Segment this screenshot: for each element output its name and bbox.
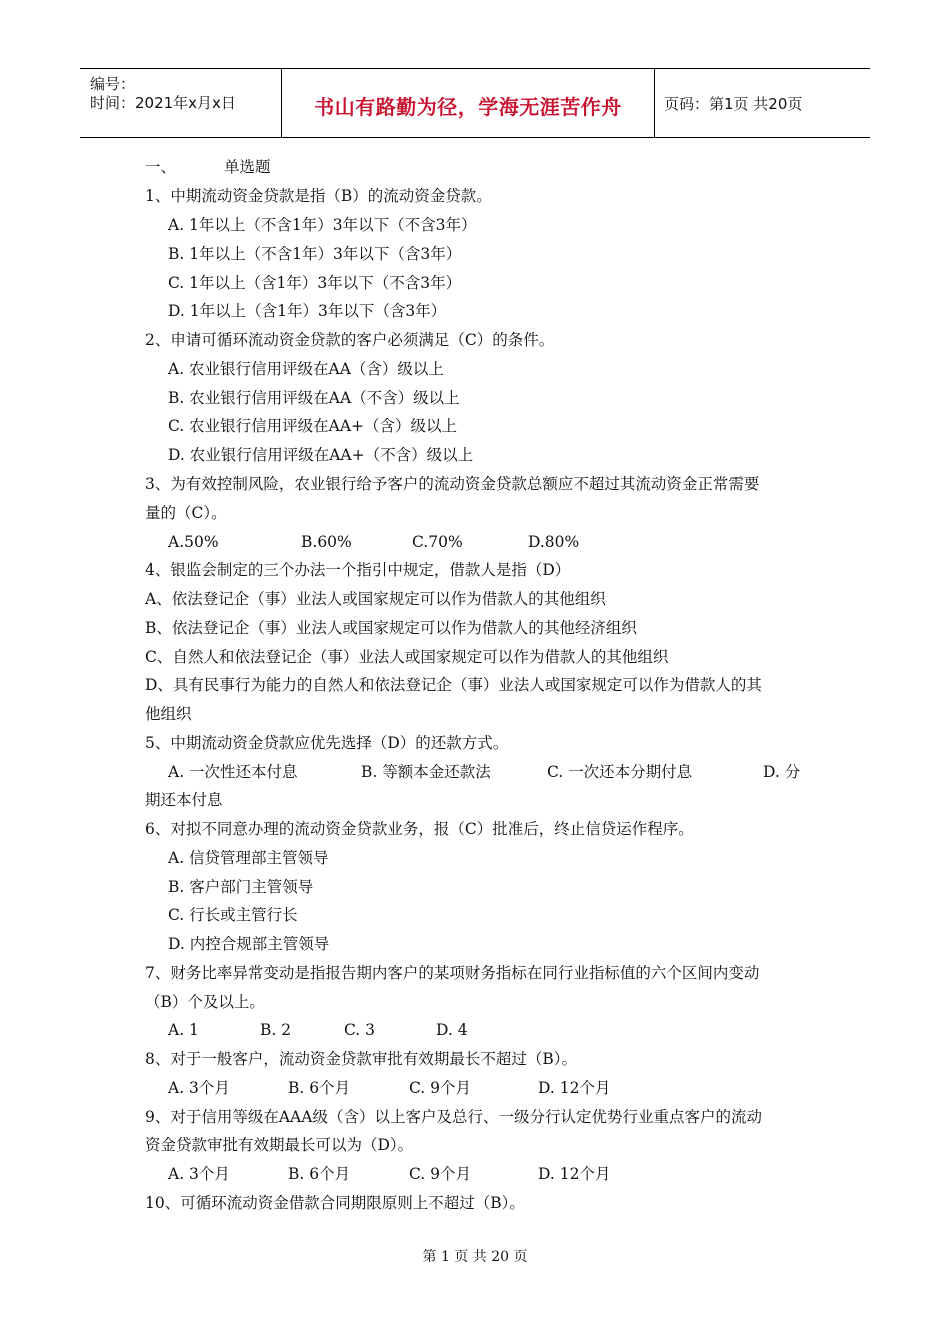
option-9c: C. 9个月	[409, 1165, 472, 1183]
question-2: 2、申请可循环流动资金贷款的客户必须满足（C）的条件。	[145, 331, 555, 349]
option-3d: D.80%	[528, 533, 580, 551]
header-page-cell	[656, 69, 870, 137]
code-label: 编号：	[90, 75, 136, 93]
header-meta-cell	[80, 69, 282, 137]
option-7a: A. 1	[168, 1021, 199, 1039]
option-6c: C. 行长或主管行长	[168, 906, 298, 924]
question-7-line2: （B）个及以上。	[145, 993, 265, 1011]
option-9d: D. 12个月	[538, 1165, 611, 1183]
time-label: 时间：2021年x月x日	[90, 94, 236, 112]
option-2c: C. 农业银行信用评级在AA+（含）级以上	[168, 417, 458, 435]
page-footer: 第 1 页 共 20 页	[422, 1249, 528, 1265]
option-7d: D. 4	[436, 1021, 468, 1039]
question-9-line1: 9、对于信用等级在AAA级（含）以上客户及总行、一级分行认定优势行业重点客户的流动	[145, 1108, 762, 1126]
option-1d: D. 1年以上（含1年）3年以下（含3年）	[168, 302, 447, 320]
section-number: 一、	[145, 158, 177, 176]
question-6: 6、对拟不同意办理的流动资金贷款业务，报（C）批准后，终止信贷运作程序。	[145, 820, 694, 838]
section-heading	[145, 157, 271, 177]
option-8b: B. 6个月	[288, 1079, 351, 1097]
option-4c: C、自然人和依法登记企（事）业法人或国家规定可以作为借款人的其他组织	[145, 648, 669, 666]
question-1: 1、中期流动资金贷款是指（B）的流动资金贷款。	[145, 187, 492, 205]
option-6b: B. 客户部门主管领导	[168, 878, 314, 896]
question-3-line2: 量的（C）。	[145, 504, 227, 522]
option-5b: B. 等额本金还款法	[361, 763, 491, 781]
question-8: 8、对于一般客户，流动资金贷款审批有效期最长不超过（B）。	[145, 1050, 578, 1068]
option-4d-line2: 他组织	[145, 705, 192, 723]
option-1a: A. 1年以上（不含1年）3年以下（不含3年）	[168, 216, 477, 234]
option-8a: A. 3个月	[168, 1079, 230, 1097]
option-1b: B. 1年以上（不含1年）3年以下（含3年）	[168, 245, 462, 263]
option-4d-line1: D、具有民事行为能力的自然人和依法登记企（事）业法人或国家规定可以作为借款人的其	[145, 676, 762, 694]
option-3a: A.50%	[168, 533, 219, 551]
page-header	[80, 68, 870, 138]
option-7c: C. 3	[344, 1021, 376, 1039]
page-info: 页码：第1页 共20页	[664, 95, 803, 113]
motto: 书山有路勤为径，学海无涯苦作舟	[314, 95, 622, 119]
question-7-line1: 7、财务比率异常变动是指报告期内客户的某项财务指标在同行业指标值的六个区间内变动	[145, 964, 760, 982]
option-5d-line2: 期还本付息	[145, 791, 223, 809]
question-10: 10、可循环流动资金借款合同期限原则上不超过（B）。	[145, 1194, 525, 1212]
option-5c: C. 一次还本分期付息	[547, 763, 693, 781]
question-4: 4、银监会制定的三个办法一个指引中规定，借款人是指（D）	[145, 561, 571, 579]
option-2b: B. 农业银行信用评级在AA（不含）级以上	[168, 389, 460, 407]
option-8c: C. 9个月	[409, 1079, 472, 1097]
question-9-line2: 资金贷款审批有效期最长可以为（D）。	[145, 1136, 414, 1154]
option-3c: C.70%	[412, 533, 463, 551]
option-2d: D. 农业银行信用评级在AA+（不含）级以上	[168, 446, 474, 464]
option-9b: B. 6个月	[288, 1165, 351, 1183]
option-4a: A、依法登记企（事）业法人或国家规定可以作为借款人的其他组织	[145, 590, 606, 608]
option-3b: B.60%	[301, 533, 352, 551]
header-motto-cell	[282, 69, 655, 137]
option-7b: B. 2	[260, 1021, 292, 1039]
option-1c: C. 1年以上（含1年）3年以下（不含3年）	[168, 274, 462, 292]
section-title: 单选题	[224, 158, 271, 176]
option-8d: D. 12个月	[538, 1079, 611, 1097]
option-6a: A. 信贷管理部主管领导	[168, 849, 329, 867]
option-9a: A. 3个月	[168, 1165, 230, 1183]
option-5a: A. 一次性还本付息	[168, 763, 298, 781]
question-3-line1: 3、为有效控制风险，农业银行给予客户的流动资金贷款总额应不超过其流动资金正常需要	[145, 475, 760, 493]
option-6d: D. 内控合规部主管领导	[168, 935, 330, 953]
question-5: 5、中期流动资金贷款应优先选择（D）的还款方式。	[145, 734, 509, 752]
option-4b: B、依法登记企（事）业法人或国家规定可以作为借款人的其他经济组织	[145, 619, 637, 637]
option-2a: A. 农业银行信用评级在AA（含）级以上	[168, 360, 444, 378]
option-5d-line1: D. 分	[763, 763, 801, 781]
